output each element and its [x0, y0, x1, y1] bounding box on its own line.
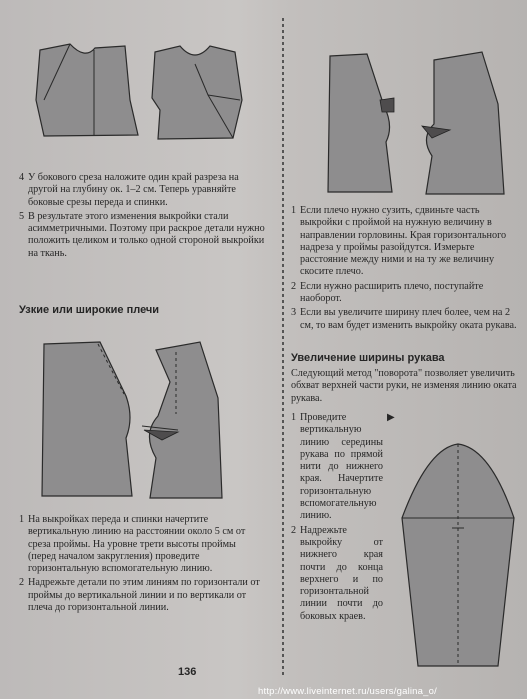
item-text: Если вы увеличите ширину плеч более, чем на 2 см, то вам будет изменить выкройку оката рукава. — [300, 307, 517, 331]
section-heading-shoulders: Узкие или широкие плечи — [19, 304, 160, 316]
right-bottom-instructions — [291, 412, 383, 625]
item-text: Если нужно расширить плечо, поступайте наоборот. — [300, 280, 484, 305]
figure-sleeve — [398, 438, 518, 670]
item-number: 3 — [291, 307, 297, 319]
right-top-instructions — [291, 205, 521, 334]
item-text: Надрежьте выкройку от нижнего края почти до конца верхнего и по горизонтальной линии почти до боковых краев. — [300, 524, 383, 622]
item-text: Надрежьте детали по этим линиям по горизонтали от проймы до вертикальной линии и по вертикали от плеча до горизонтальной линии. — [28, 577, 260, 614]
list-item — [291, 412, 383, 523]
list-item — [291, 281, 521, 306]
pointer-arrow-icon: ▶ — [387, 412, 395, 423]
item-number: 1 — [291, 205, 297, 216]
sleeve-intro: Следующий метод "поворота" позволяет увеличить обхват верхней части руки, не изменяя линию оката рукава. — [291, 368, 517, 404]
column-divider — [282, 18, 284, 678]
figure-shoulder-narrow — [322, 46, 512, 196]
item-number: 2 — [291, 280, 297, 292]
left-bottom-instructions — [19, 514, 266, 616]
item-text: У бокового среза наложите один край разреза на другой на глубину ок. 1–2 см. Теперь уравняйте боковые срезы переда и спинки. — [28, 172, 239, 208]
figure-shoulder-adjust — [38, 338, 238, 503]
item-number: 2 — [291, 524, 297, 536]
figure-bodice-asymmetric — [30, 40, 260, 155]
item-number: 1 — [19, 514, 25, 525]
list-item — [19, 514, 266, 575]
item-text: Проведите вертикальную линию середины рукава по прямой нити до нижнего края. Начертите горизонтальную вспомогательную линию. — [300, 412, 383, 522]
list-item — [19, 577, 266, 614]
list-item — [291, 205, 521, 279]
watermark-url: http://www.liveinternet.ru/users/galina_o/ — [258, 686, 437, 697]
item-number: 1 — [291, 412, 297, 423]
list-item — [19, 172, 266, 209]
section-heading-sleeve: Увеличение ширины рукава — [291, 352, 445, 364]
list-item — [19, 211, 266, 260]
item-text: В результате этого изменения выкройки стали асимметричными. Поэтому при раскрое детали нужно положить целиком и только одной стороной выкройки на ткань. — [28, 210, 265, 259]
list-item — [291, 525, 383, 623]
item-text: На выкройках переда и спинки начертите вертикальную линию на расстоянии около 5 см от среза проймы. На уровне трети высоты проймы (перед началом закругления) проведите горизонтальную вспомогательную линию. — [28, 514, 246, 575]
item-number: 2 — [19, 577, 25, 589]
item-number: 4 — [19, 172, 25, 183]
list-item — [291, 307, 521, 332]
item-number: 5 — [19, 210, 25, 222]
page-number: 136 — [178, 666, 197, 678]
left-top-instructions — [19, 172, 266, 262]
item-text: Если плечо нужно сузить, сдвиньте часть выкройки с проймой на нужную величину в направлении горловины. Края горизонтального надреза у проймы разойдутся. Измерьте расстояние между ними и на ту же величину скосите плечо. — [300, 205, 507, 278]
